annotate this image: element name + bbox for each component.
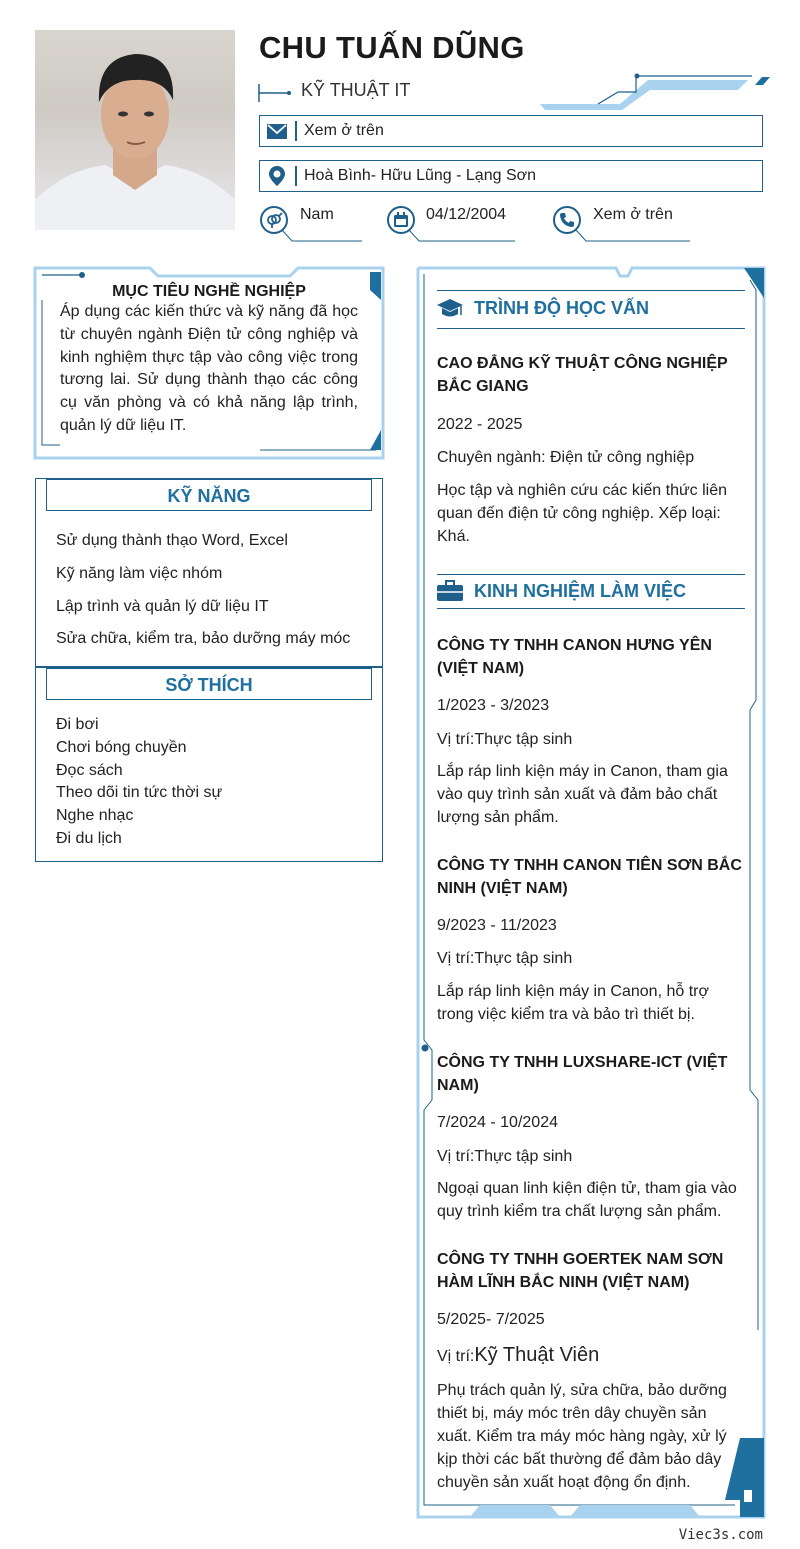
- education-major: Chuyên ngành: Điện tử công nghiệp: [437, 449, 695, 466]
- skill-item: Kỹ năng làm việc nhóm: [56, 565, 223, 582]
- job-company: CÔNG TY TNHH LUXSHARE-ICT (VIỆT NAM): [437, 1054, 728, 1094]
- profile-photo: [35, 30, 235, 230]
- hobby-item: Nghe nhạc: [56, 807, 134, 824]
- job-company: CÔNG TY TNHH CANON TIÊN SƠN BẮC NINH (VIỆT NAM): [437, 857, 742, 897]
- gender-icon: [260, 206, 288, 234]
- position-label: Vị trí:: [437, 1148, 475, 1165]
- candidate-name: CHU TUẤN DŨNG: [259, 30, 525, 65]
- phone-icon: [553, 206, 581, 234]
- education-desc: Học tập và nghiên cứu các kiến thức liên quan đến điện tử công nghiệp. Xếp loại: Khá.: [437, 482, 728, 545]
- skill-item: Lập trình và quản lý dữ liệu IT: [56, 598, 269, 615]
- job-period: 9/2023 - 11/2023: [437, 917, 557, 934]
- job-period: 1/2023 - 3/2023: [437, 697, 550, 714]
- graduation-cap-icon: [437, 297, 463, 326]
- dob-value: 04/12/2004: [426, 206, 507, 223]
- hobby-item: Theo dõi tin tức thời sự: [56, 784, 223, 801]
- position-value: Thực tập sinh: [474, 1148, 573, 1165]
- address-row: [259, 160, 763, 192]
- school-name: CAO ĐẲNG KỸ THUẬT CÔNG NGHIỆP BẮC GIANG: [437, 355, 728, 395]
- position-value: Kỹ Thuật Viên: [474, 1344, 600, 1366]
- gender-value: Nam: [300, 206, 334, 223]
- job-desc: Lắp ráp linh kiện máy in Canon, tham gia vào quy trình sản xuất và đảm bảo chất lượng sản phẩm.: [437, 763, 728, 826]
- job-desc: Lắp ráp linh kiện máy in Canon, hỗ trợ trong việc kiểm tra và bảo trì thiết bị.: [437, 983, 709, 1023]
- briefcase-icon: [437, 580, 463, 607]
- skill-item: Sử dụng thành thạo Word, Excel: [56, 532, 288, 549]
- objective-text: Áp dụng các kiến thức và kỹ năng đã học từ chuyên ngành Điện tử công nghiệp và kinh nghiệm thực tập vào công việc trong tương lai. Sử dụng thành thạo các công cụ văn phòng và có khả năng lập trình, quản lý dữ liệu IT.: [60, 303, 358, 434]
- job-company: CÔNG TY TNHH CANON HƯNG YÊN (VIỆT NAM): [437, 637, 712, 677]
- education-header: [437, 290, 745, 329]
- avatar-illustration: [35, 30, 235, 230]
- experience-title: KINH NGHIỆM LÀM VIỆC: [474, 581, 687, 601]
- hobbies-section: [35, 667, 383, 862]
- job-period: 7/2024 - 10/2024: [437, 1114, 558, 1131]
- skills-section: [35, 478, 383, 667]
- mail-icon: [260, 116, 294, 146]
- job-position: [437, 1145, 572, 1168]
- job-desc: Phụ trách quản lý, sửa chữa, bảo dưỡng thiết bị, máy móc trên dây chuyền sản xuất. Kiểm tra máy móc hàng ngày, xử lý kịp thời các bất thường để đảm bảo dây chuyền sản xuất hoạt động ổn định.: [437, 1382, 727, 1491]
- objective-section: [60, 283, 358, 438]
- address-value: Hoà Bình- Hữu Lũng - Lạng Sơn: [304, 167, 537, 184]
- email-row: [259, 115, 763, 147]
- position-label: Vị trí:: [437, 1348, 475, 1365]
- objective-title: MỤC TIÊU NGHỀ NGHIỆP: [112, 283, 306, 300]
- job-position: [437, 1344, 599, 1368]
- skill-item: Sửa chữa, kiểm tra, bảo dưỡng máy móc: [56, 630, 351, 647]
- job-title: KỸ THUẬT IT: [301, 80, 411, 100]
- job-period: 5/2025- 7/2025: [437, 1311, 545, 1328]
- position-value: Thực tập sinh: [474, 950, 573, 967]
- hobby-item: Đọc sách: [56, 762, 123, 779]
- job-position: [437, 728, 572, 751]
- calendar-icon: [387, 206, 415, 234]
- job-desc: Ngoại quan linh kiện điện tử, tham gia vào quy trình kiểm tra chất lượng sản phẩm.: [437, 1180, 737, 1220]
- position-label: Vị trí:: [437, 731, 475, 748]
- hobby-item: Chơi bóng chuyền: [56, 739, 187, 756]
- hobby-item: Đi bơi: [56, 716, 99, 733]
- skills-title: KỸ NĂNG: [46, 479, 372, 511]
- job-position: [437, 947, 572, 970]
- experience-header: [437, 574, 745, 609]
- footer-brand: Viec3s.com: [678, 1527, 763, 1543]
- hobbies-title: SỞ THÍCH: [46, 668, 372, 700]
- education-title: TRÌNH ĐỘ HỌC VẤN: [474, 298, 649, 318]
- hobby-item: Đi du lịch: [56, 830, 122, 847]
- email-value: Xem ở trên: [304, 122, 384, 139]
- education-period: 2022 - 2025: [437, 416, 523, 433]
- job-company: CÔNG TY TNHH GOERTEK NAM SƠN HÀM LĨNH BẮC NINH (VIỆT NAM): [437, 1251, 724, 1291]
- position-label: Vị trí:: [437, 950, 475, 967]
- location-pin-icon: [260, 161, 294, 191]
- position-value: Thực tập sinh: [474, 731, 573, 748]
- phone-value: Xem ở trên: [593, 206, 673, 223]
